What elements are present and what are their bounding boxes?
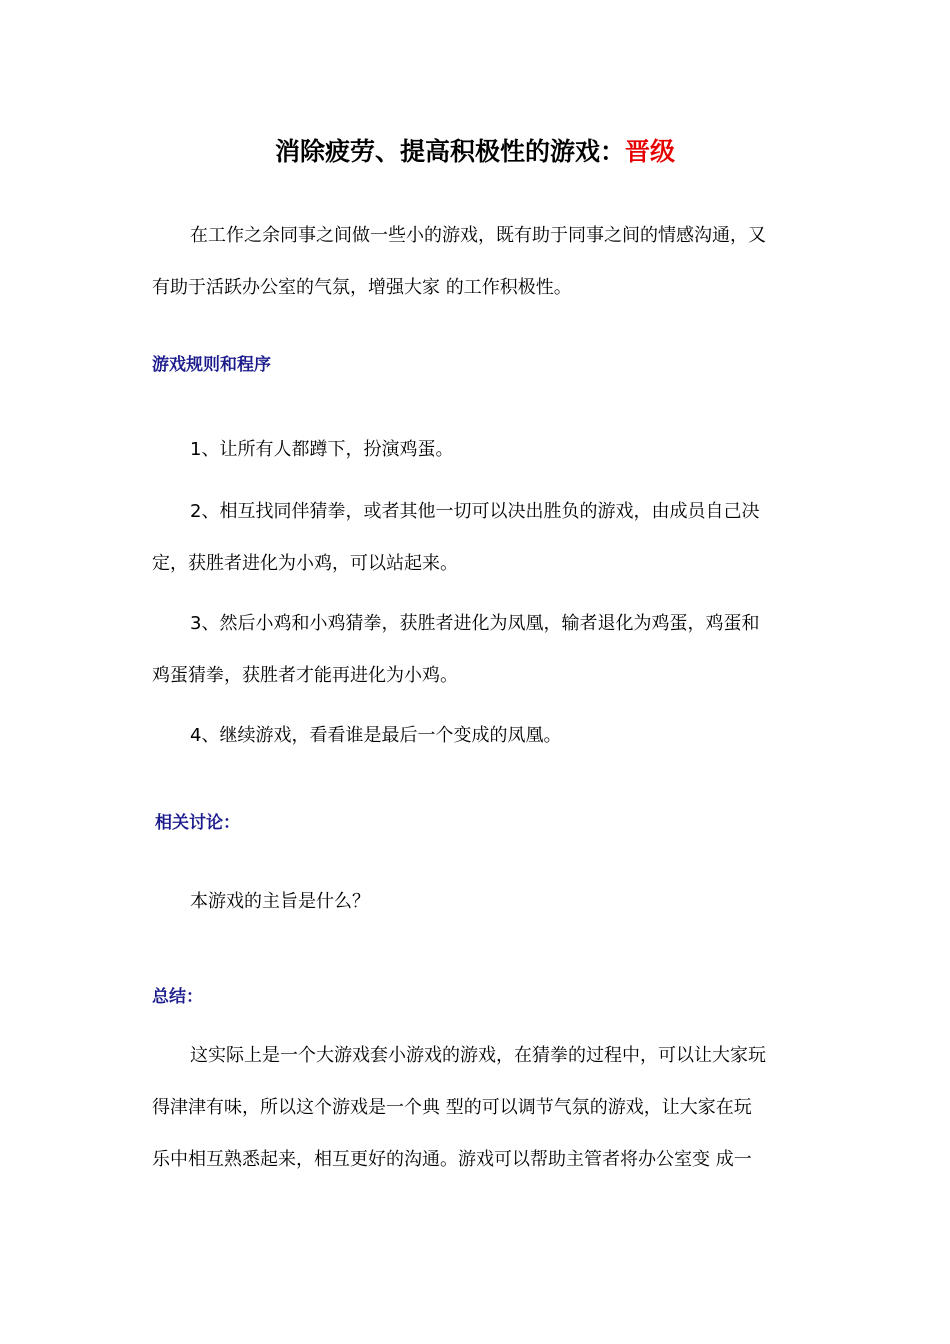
discussion-heading: 相关讨论： [155, 813, 240, 833]
rule-item-3 [152, 598, 807, 702]
rule-item-3-line-2: 鸡蛋猜拳，获胜者才能再进化为小鸡。 [152, 665, 458, 686]
rule-item-2-line-1: 2、相互找同伴猜拳，或者其他一切可以决出胜负的游戏，由成员自己决 [190, 501, 760, 522]
rule-item-1-line-1: 1、让所有人都蹲下，扮演鸡蛋。 [190, 439, 454, 460]
summary-line-2: 得津津有味，所以这个游戏是一个典 型的可以调节气氛的游戏，让大家在玩 [152, 1097, 752, 1118]
rule-item-1 [152, 424, 807, 476]
rule-item-3-line-1: 3、然后小鸡和小鸡猜拳，获胜者进化为凤凰，输者退化为鸡蛋，鸡蛋和 [190, 613, 760, 634]
rule-item-2-line-2: 定，获胜者进化为小鸡，可以站起来。 [152, 553, 458, 574]
rule-item-2 [152, 486, 807, 590]
intro-paragraph [152, 210, 807, 314]
summary-heading: 总结： [152, 987, 203, 1007]
summary-paragraph [152, 1030, 807, 1186]
page-title-main: 消除疲劳、提高积极性的游戏： [274, 137, 625, 166]
rule-item-4-line-1: 4、继续游戏，看看谁是最后一个变成的凤凰。 [190, 725, 562, 746]
summary-line-3: 乐中相互熟悉起来，相互更好的沟通。游戏可以帮助主管者将办公室变 成一 [152, 1149, 752, 1170]
rules-heading: 游戏规则和程序 [152, 355, 271, 375]
page-title [0, 132, 950, 172]
summary-line-1: 这实际上是一个大游戏套小游戏的游戏，在猜拳的过程中，可以让大家玩 [190, 1045, 766, 1066]
rule-item-4 [152, 710, 807, 762]
discussion-question [152, 876, 807, 928]
discussion-question-line: 本游戏的主旨是什么？ [190, 891, 370, 912]
page-title-highlight: 晋级 [625, 137, 676, 166]
intro-line-2: 有助于活跃办公室的气氛，增强大家 的工作积极性。 [152, 277, 572, 298]
intro-line-1: 在工作之余同事之间做一些小的游戏，既有助于同事之间的情感沟通，又 [190, 225, 766, 246]
